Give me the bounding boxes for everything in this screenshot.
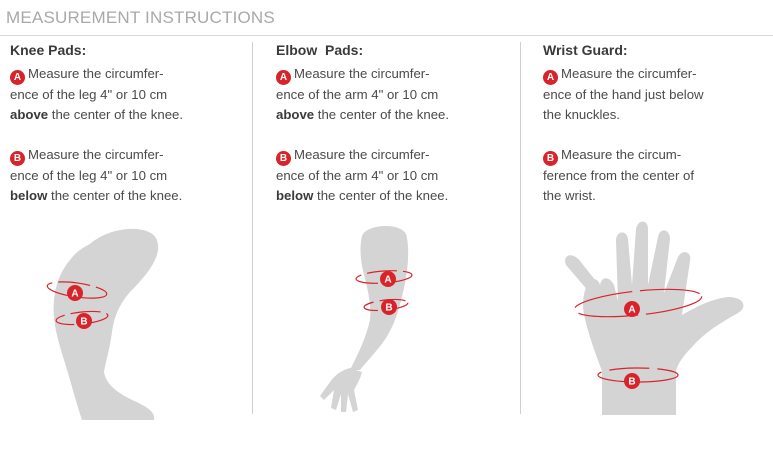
- badge-a: A: [276, 70, 291, 85]
- badge-a: A: [543, 70, 558, 85]
- marker-b-label: B: [628, 376, 636, 388]
- instruction-text: Measure the circumfer-: [294, 147, 430, 162]
- instruction-text: Measure the circumfer-: [28, 147, 164, 162]
- marker-b-label: B: [385, 302, 393, 314]
- instruction-text: the center of the knee.: [47, 188, 183, 203]
- marker-a-label: A: [384, 274, 392, 286]
- badge-b: B: [10, 151, 25, 166]
- emphasis-text: below: [10, 188, 48, 203]
- knee-pads-title: Knee Pads:: [10, 42, 87, 58]
- instruction-text: ence of the hand just below: [543, 87, 704, 102]
- instruction-text: Measure the circumfer-: [561, 66, 697, 81]
- header: [0, 0, 773, 36]
- arm-silhouette-icon: [300, 222, 440, 422]
- badge-a: A: [10, 70, 25, 85]
- marker-b-label: B: [80, 316, 88, 328]
- instruction-text: Measure the circumfer-: [28, 66, 164, 81]
- instruction-text: ence of the leg 4" or 10 cm: [10, 87, 168, 102]
- instruction-text: ence of the leg 4" or 10 cm: [10, 168, 168, 183]
- knee-instruction-a: [10, 64, 250, 125]
- instruction-text: the knuckles.: [543, 107, 620, 122]
- instruction-text: ence of the arm 4" or 10 cm: [276, 168, 439, 183]
- arm-illustration: [300, 222, 440, 422]
- page-title: MEASUREMENT INSTRUCTIONS: [6, 8, 275, 27]
- instruction-text: the center of the knee.: [48, 107, 184, 122]
- emphasis-text: above: [276, 107, 315, 122]
- instruction-text: Measure the circumfer-: [294, 66, 430, 81]
- elbow-pads-title: Elbow Pads:: [276, 42, 364, 58]
- leg-illustration: [30, 222, 200, 422]
- hand-silhouette-icon: [560, 215, 755, 420]
- emphasis-text: below: [276, 188, 314, 203]
- instruction-text: the wrist.: [543, 188, 596, 203]
- instruction-text: ference from the center of: [543, 168, 694, 183]
- emphasis-text: above: [10, 107, 49, 122]
- elbow-instruction-b: [276, 145, 516, 206]
- marker-a-label: A: [71, 288, 79, 300]
- marker-a-label: A: [628, 304, 636, 316]
- badge-b: B: [543, 151, 558, 166]
- knee-instruction-b: [10, 145, 250, 206]
- elbow-instruction-a: [276, 64, 516, 125]
- instruction-text: the center of the knee.: [314, 107, 450, 122]
- wrist-instruction-a: [543, 64, 773, 125]
- wrist-instruction-b: [543, 145, 773, 206]
- wrist-guard-title: Wrist Guard:: [543, 42, 628, 58]
- instruction-text: Measure the circum-: [561, 147, 682, 162]
- badge-b: B: [276, 151, 291, 166]
- instruction-text: ence of the arm 4" or 10 cm: [276, 87, 439, 102]
- leg-silhouette-icon: [30, 222, 200, 422]
- instruction-text: the center of the knee.: [313, 188, 449, 203]
- hand-illustration: [560, 215, 755, 420]
